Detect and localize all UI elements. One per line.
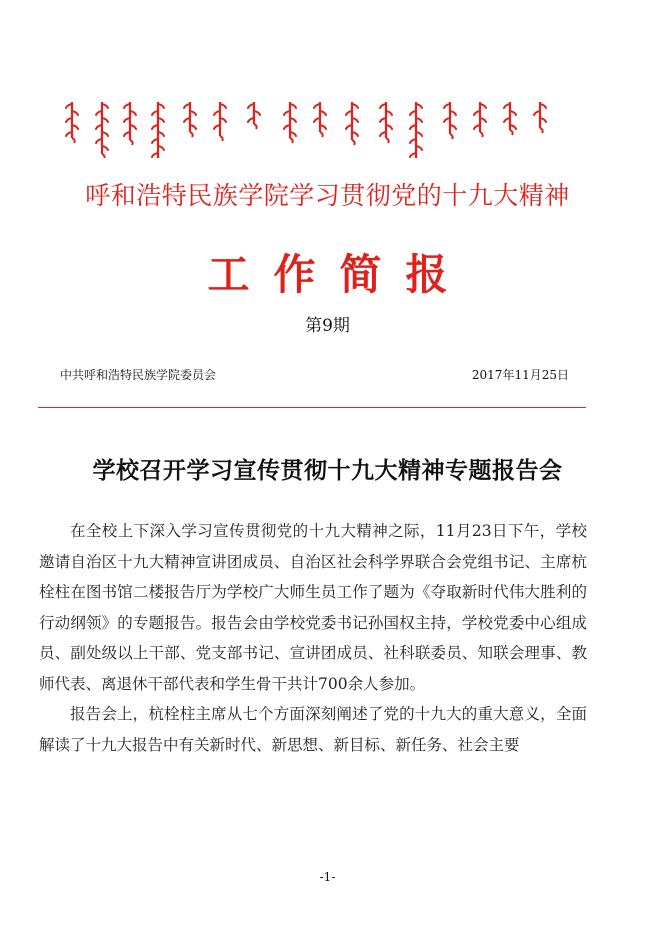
page-number: -1- bbox=[319, 870, 336, 884]
mongolian-glyph-column bbox=[474, 102, 486, 137]
article-title: 学校召开学习宣传贯彻十九大精神专题报告会 bbox=[92, 457, 563, 484]
mongolian-glyph-column bbox=[410, 102, 422, 158]
mongolian-glyph-column bbox=[214, 102, 226, 141]
mongolian-glyph-column bbox=[152, 102, 164, 158]
mongolian-glyph-column bbox=[248, 102, 260, 129]
mongolian-glyph-column bbox=[444, 102, 456, 139]
mongolian-glyph-column bbox=[96, 102, 108, 158]
mongolian-glyph-column bbox=[380, 102, 392, 143]
mongolian-glyph-column bbox=[534, 102, 546, 133]
mongolian-glyph-column bbox=[346, 102, 358, 145]
bulletin-title: 工作简报 bbox=[207, 250, 472, 299]
mongolian-script-logo bbox=[58, 96, 558, 158]
issue-number: 第9期 bbox=[305, 316, 350, 336]
issue-date: 2017年11月25日 bbox=[471, 368, 569, 382]
article-body bbox=[39, 516, 587, 760]
mongolian-glyph-column bbox=[184, 102, 196, 137]
mongolian-glyph-column bbox=[504, 102, 516, 135]
document-org-title: 呼和浩特民族学院学习贯彻党的十九大精神 bbox=[85, 181, 570, 210]
mongolian-glyph-column bbox=[66, 102, 78, 143]
mongolian-glyph-column bbox=[284, 102, 296, 143]
article-paragraph-1: 在全校上下深入学习宣传贯彻党的十九大精神之际，11月23日下午，学校邀请自治区十九大精神宣讲团成员、自治区社会科学界联合会党组书记、主席杭栓柱在图书馆二楼报告厅为学校广大师生员工作了题为《夺取新时代伟大胜利的行动纲领》的专题报告。报告会由学校党委书记孙国权主持，学校党委中心组成员、副处级以上干部、党支部书记、宣讲团成员、社科联委员、知联会理事、教师代表、离退休干部代表和学生骨干共计700余人参加。 bbox=[39, 522, 587, 693]
mongolian-glyph-column bbox=[314, 102, 326, 137]
header-divider bbox=[38, 407, 586, 408]
article-paragraph-2: 报告会上，杭栓柱主席从七个方面深刻阐述了党的十九大的重大意义，全面解读了十九大报告中有关新时代、新思想、新目标、新任务、社会主要 bbox=[39, 705, 587, 754]
mongolian-glyph-column bbox=[124, 102, 136, 145]
issuing-organization: 中共呼和浩特民族学院委员会 bbox=[60, 368, 217, 382]
mongolian-script-header bbox=[58, 96, 558, 158]
